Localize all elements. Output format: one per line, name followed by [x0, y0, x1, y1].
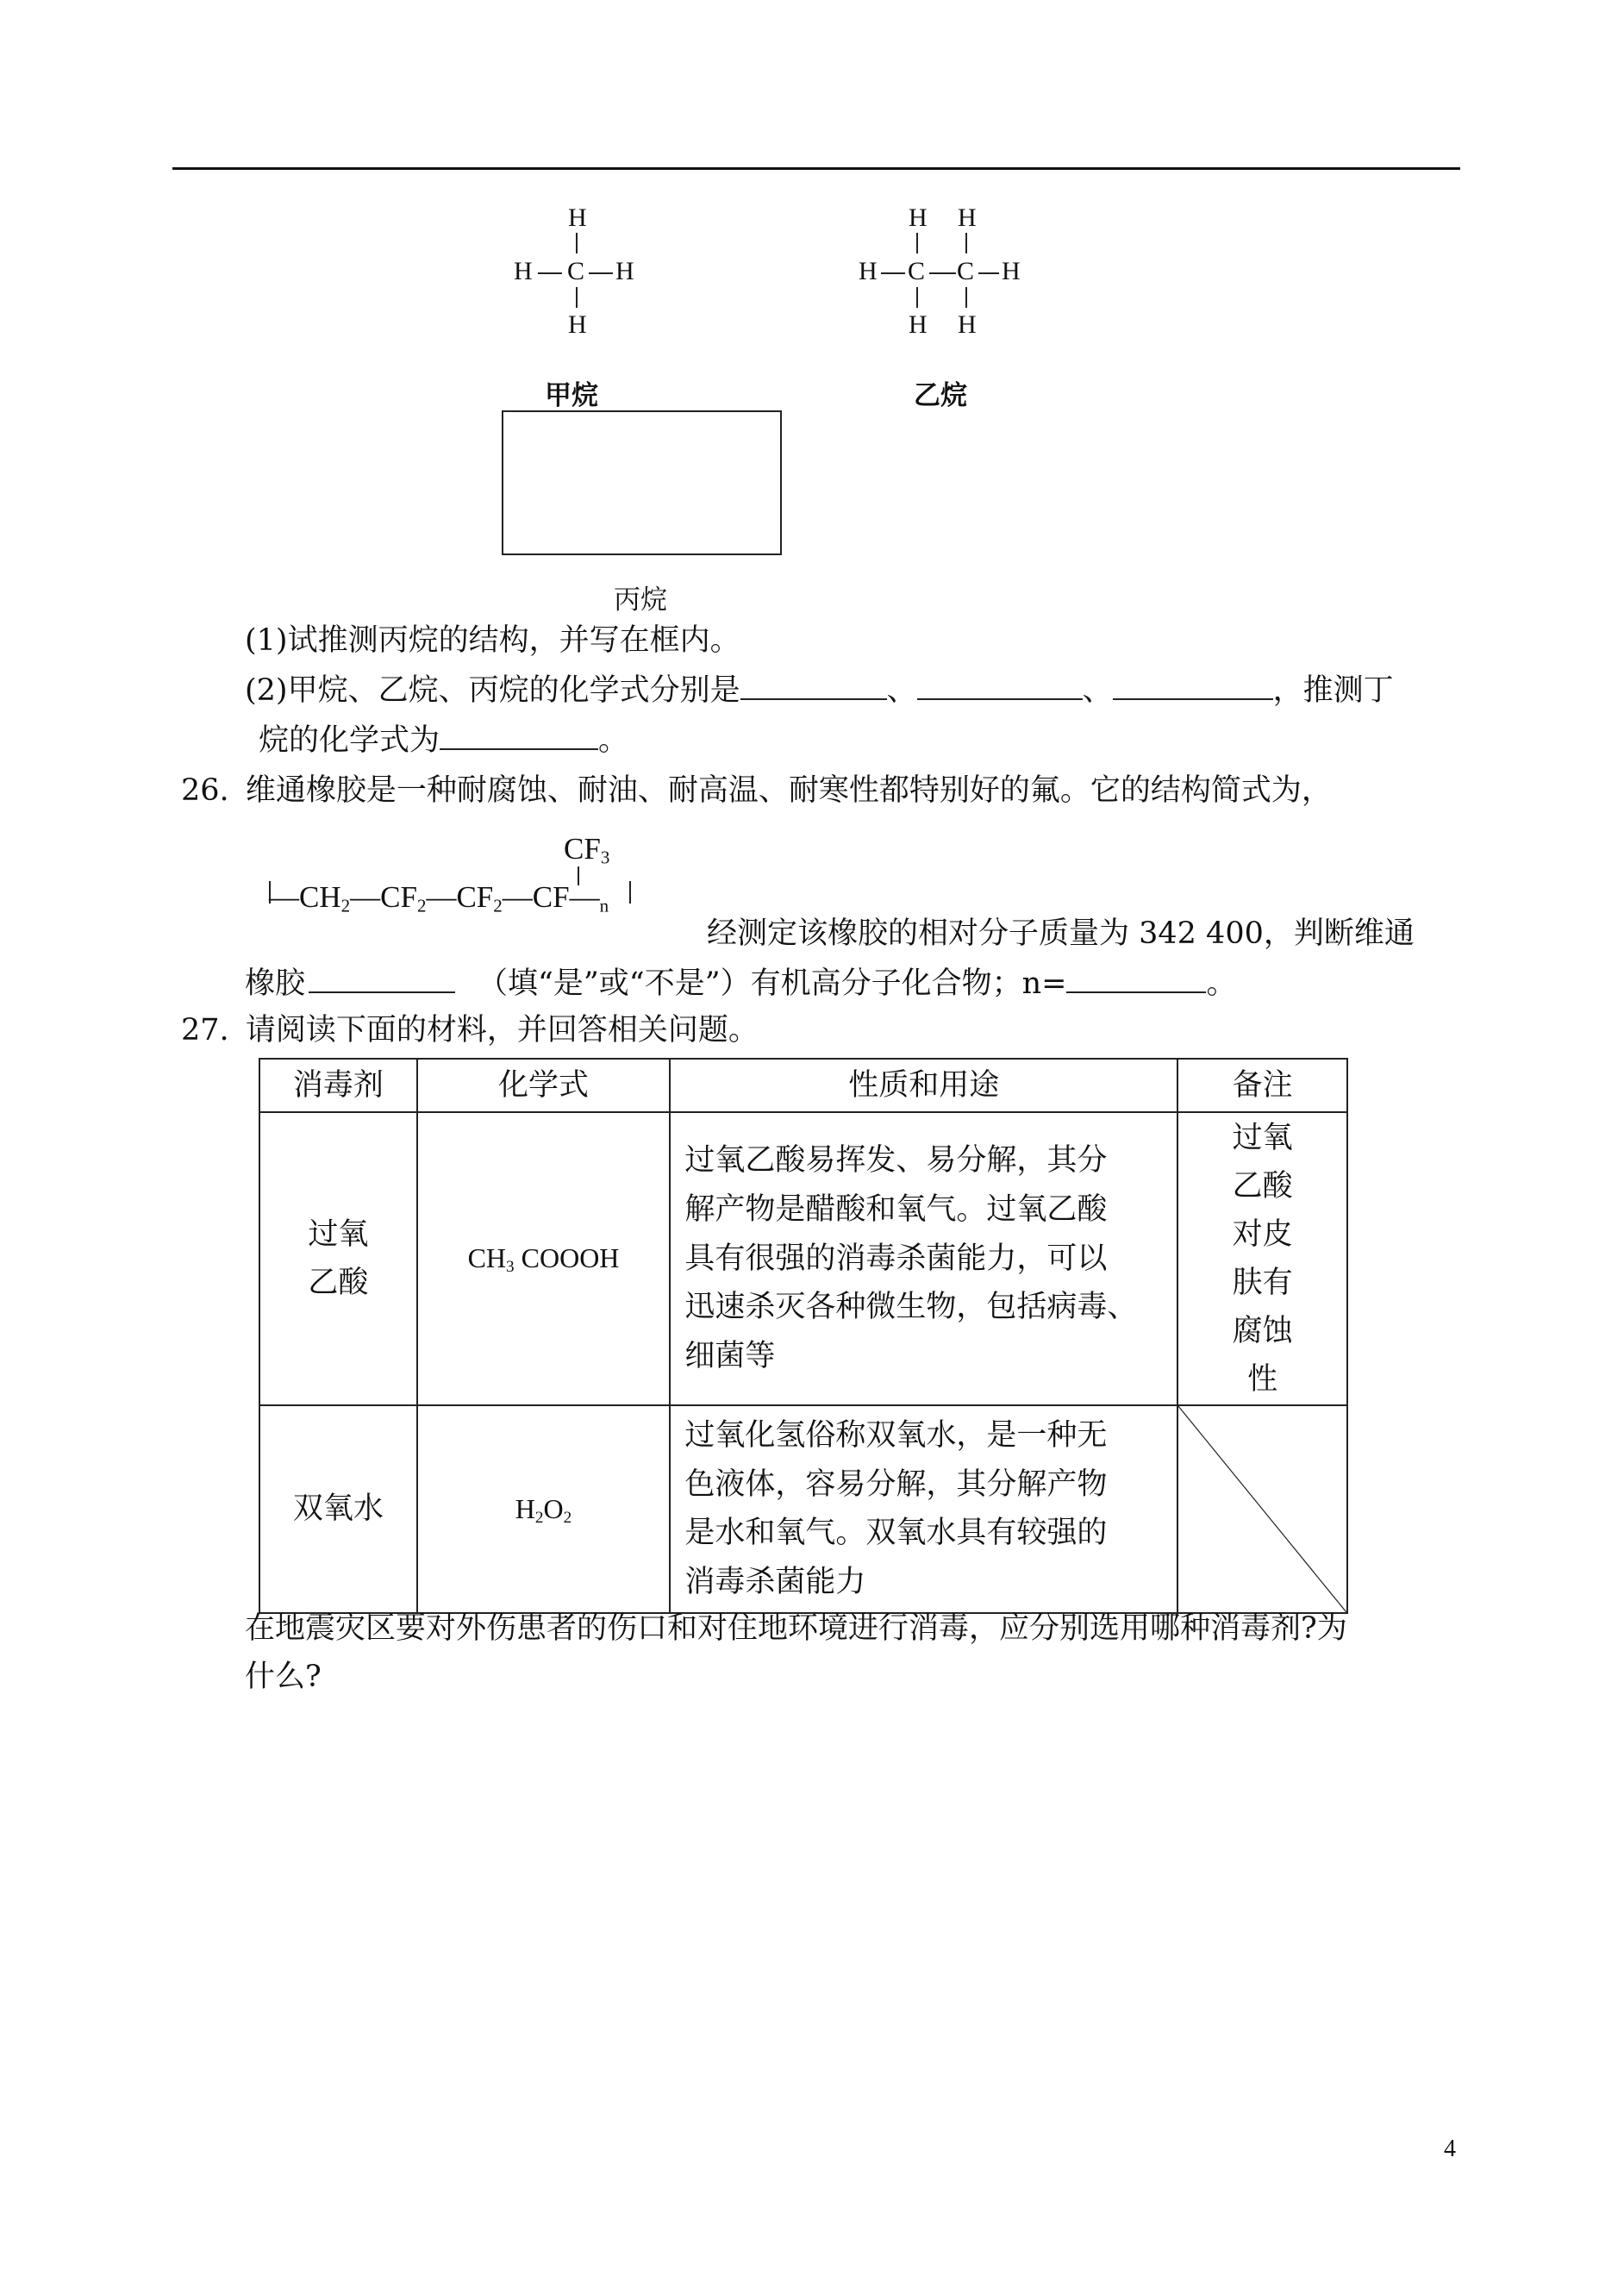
- q26-line3-middle: （填“是”或“不是”）有机高分子化合物；n=: [478, 966, 1067, 1001]
- question-number: 26.: [181, 773, 229, 808]
- atom-h: H: [514, 257, 533, 285]
- bond: [965, 233, 967, 253]
- separator: 、: [886, 673, 917, 708]
- disinfectant-name: 过氧 乙酸: [259, 1112, 417, 1405]
- bond: [965, 287, 967, 308]
- q27-question-line1: 在地震灾区要对外伤患者的伤口和对住地环境进行消毒，应分别选用哪种消毒剂?为: [245, 1611, 1347, 1646]
- polymer-n: n: [599, 895, 609, 916]
- question-number: 27.: [181, 1013, 229, 1047]
- q26-line3: [245, 966, 1236, 1002]
- butane-formula-blank[interactable]: [440, 722, 598, 750]
- n-value-blank[interactable]: [1066, 966, 1206, 993]
- page-number: 4: [1444, 2136, 1456, 2162]
- atom-h: H: [615, 257, 634, 285]
- right-bracket: [629, 881, 631, 904]
- atom-c: C: [567, 257, 585, 285]
- separator: 、: [1082, 673, 1113, 708]
- bond: [916, 233, 918, 253]
- q26-line3-prefix: 橡胶: [245, 966, 306, 1001]
- viton-structure-formula: [269, 832, 648, 935]
- q26-intro-text: 维通橡胶是一种耐腐蚀、耐油、耐高温、耐寒性都特别好的氟。它的结构简式为，: [245, 773, 1332, 808]
- polymer-judgement-blank[interactable]: [309, 966, 455, 993]
- q25-sub2-suffix: ，推测丁: [1272, 673, 1394, 708]
- propane-answer-box[interactable]: [502, 410, 782, 555]
- q26-intro: [181, 772, 1332, 809]
- atom-h: H: [568, 203, 587, 232]
- methane-structure: [509, 205, 646, 343]
- atom-h: H: [1002, 257, 1021, 285]
- atom-h: H: [859, 257, 878, 285]
- diagonal-line: [1178, 1406, 1346, 1612]
- atom-h: H: [909, 203, 928, 232]
- q25-sub2-line2-suffix: 。: [598, 723, 629, 758]
- atom-c: C: [908, 257, 926, 285]
- table-header-row: [259, 1059, 1347, 1112]
- note-cell: 过氧 乙酸 对皮 肤有 腐蚀 性: [1177, 1112, 1347, 1405]
- q25-sub2: [245, 672, 1394, 709]
- table-header: 性质和用途: [670, 1059, 1177, 1112]
- empty-note-cell: [1177, 1405, 1347, 1613]
- q25-sub1: (1)试推测丙烷的结构，并写在框内。: [245, 623, 740, 658]
- propane-formula-blank[interactable]: [1113, 672, 1273, 700]
- ethane-label: 乙烷: [914, 380, 967, 411]
- properties-cell: 过氧化氢俗称双氧水，是一种无 色液体，容易分解，其分解产物 是水和氧气。双氧水具有较强的 消毒杀菌能力: [670, 1405, 1177, 1613]
- propane-label: 丙烷: [614, 585, 667, 616]
- q25-sub2-line2-prefix: 烷的化学式为: [259, 723, 440, 758]
- bond: [929, 272, 956, 274]
- q27-intro-text: 请阅读下面的材料，并回答相关问题。: [245, 1013, 759, 1047]
- ethane-formula-blank[interactable]: [917, 672, 1083, 700]
- properties-cell: 过氧乙酸易挥发、易分解，其分 解产物是醋酸和氧气。过氧乙酸 具有很强的消毒杀菌能力，可以 迅速杀灭各种微生物，包括病毒、 细菌等: [670, 1112, 1177, 1405]
- q26-line3-suffix: 。: [1206, 966, 1237, 1001]
- bond: [978, 272, 999, 274]
- atom-h: H: [909, 310, 928, 339]
- header-rule: [172, 167, 1460, 170]
- bond: [576, 287, 578, 308]
- q25-sub2-prefix: (2)甲烷、乙烷、丙烷的化学式分别是: [245, 673, 740, 708]
- bond: [589, 272, 613, 274]
- disinfectant-table: [259, 1058, 1348, 1614]
- methane-formula-blank[interactable]: [740, 672, 887, 700]
- repeat-unit: $—CH_2—CF_2—CF_2—CF—_n$: [269, 880, 609, 916]
- cf3-branch: $CF_3$: [564, 832, 610, 868]
- table-row: [259, 1112, 1347, 1405]
- q25-sub2-line2: [259, 722, 628, 759]
- bond: [576, 233, 578, 253]
- atom-h: H: [958, 310, 977, 339]
- table-header: 化学式: [417, 1059, 671, 1112]
- bond: [881, 272, 905, 274]
- q27-intro: [181, 1012, 759, 1048]
- bond: [538, 272, 562, 274]
- atom-h: H: [568, 310, 587, 339]
- chemical-formula: $H_2O_2$: [417, 1405, 671, 1613]
- disinfectant-name: 双氧水: [259, 1405, 417, 1613]
- table-row: [259, 1405, 1347, 1613]
- q26-mass-text: 经测定该橡胶的相对分子质量为 342 400，判断维通: [707, 916, 1415, 951]
- methane-label: 甲烷: [545, 380, 598, 411]
- q27-question-line2: 什么?: [245, 1660, 322, 1694]
- atom-c: C: [957, 257, 975, 285]
- chemical-formula: $CH_3$ COOOH: [417, 1112, 671, 1405]
- table-header: 备注: [1177, 1059, 1347, 1112]
- atom-h: H: [958, 203, 977, 232]
- ethane-structure: [853, 205, 1043, 343]
- bond: [916, 287, 918, 308]
- table-header: 消毒剂: [259, 1059, 417, 1112]
